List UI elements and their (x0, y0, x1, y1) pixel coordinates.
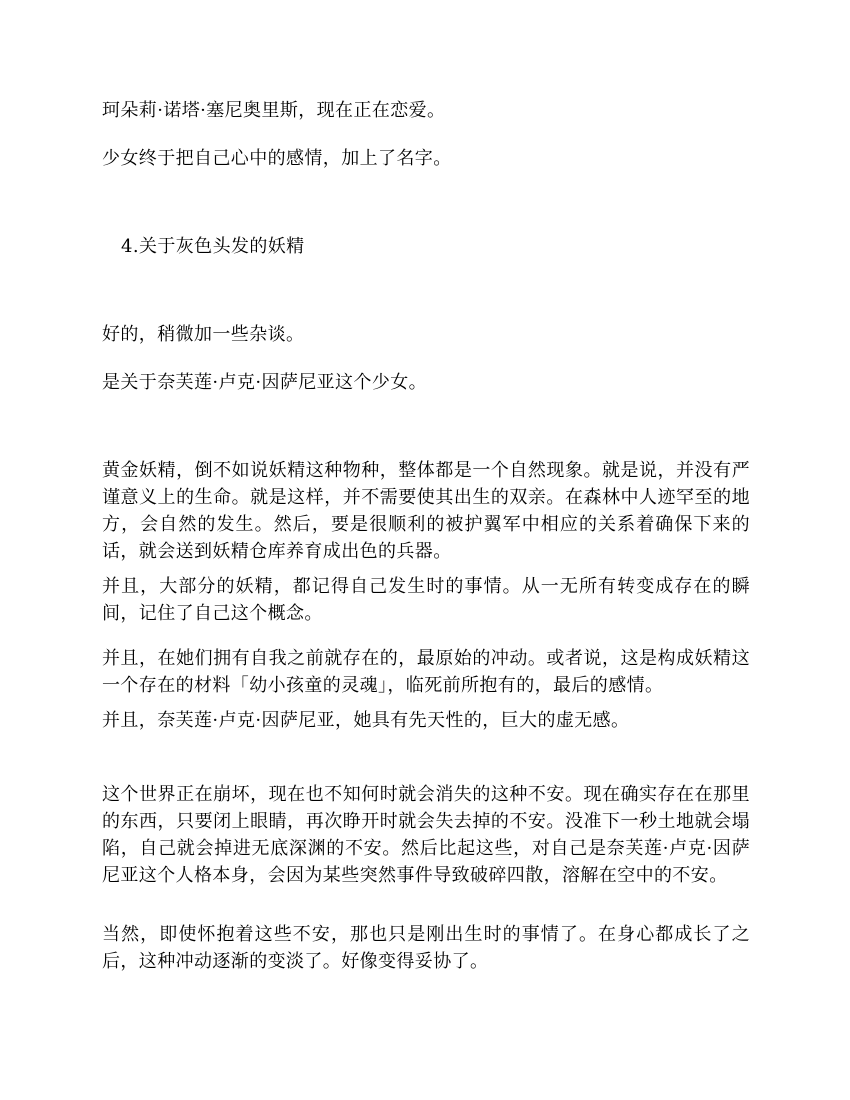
body-paragraph-3: 并且，在她们拥有自我之前就存在的，最原始的冲动。或者说，这是构成妖精这一个存在的材料「幼小孩童的灵魂」，临死前所抱有的，最后的感情。 (102, 648, 750, 696)
body-paragraph-4: 并且，奈芙莲·卢克·因萨尼亚，她具有先天性的，巨大的虚无感。 (102, 710, 630, 731)
section-intro-paragraph-2: 是关于奈芙莲·卢克·因萨尼亚这个少女。 (102, 372, 428, 393)
intro-paragraph-1: 珂朵莉·诺塔·塞尼奥里斯，现在正在恋爱。 (102, 100, 446, 121)
body-paragraph-5: 这个世界正在崩坏，现在也不知何时就会消失的这种不安。现在确实存在在那里的东西，只要闭上眼睛，再次睁开时就会失去掉的不安。没准下一秒土地就会塌陷，自己就会掉进无底深渊的不安。然后比起这些，对自己是奈芙莲·卢克·因萨尼亚这个人格本身，会因为某些突然事件导致破碎四散，溶解在空中的不安。 (102, 784, 750, 886)
body-paragraph-6: 当然，即使怀抱着这些不安，那也只是刚出生时的事情了。在身心都成长了之后，这种冲动逐渐的变淡了。好像变得妥协了。 (102, 924, 750, 972)
section-heading: 4.关于灰色头发的妖精 (121, 236, 305, 257)
section-intro-paragraph-1: 好的，稍微加一些杂谈。 (102, 324, 305, 345)
body-paragraph-1: 黄金妖精，倒不如说妖精这种物种，整体都是一个自然现象。就是说，并没有严谨意义上的生命。就是这样，并不需要使其出生的双亲。在森林中人迹罕至的地方，会自然的发生。然后，要是很顺利的被护翼军中相应的关系着确保下来的话，就会送到妖精仓库养育成出色的兵器。 (102, 460, 750, 562)
intro-paragraph-2: 少女终于把自己心中的感情，加上了名字。 (102, 148, 452, 169)
body-paragraph-2: 并且，大部分的妖精，都记得自己发生时的事情。从一无所有转变成存在的瞬间，记住了自己这个概念。 (102, 576, 750, 624)
